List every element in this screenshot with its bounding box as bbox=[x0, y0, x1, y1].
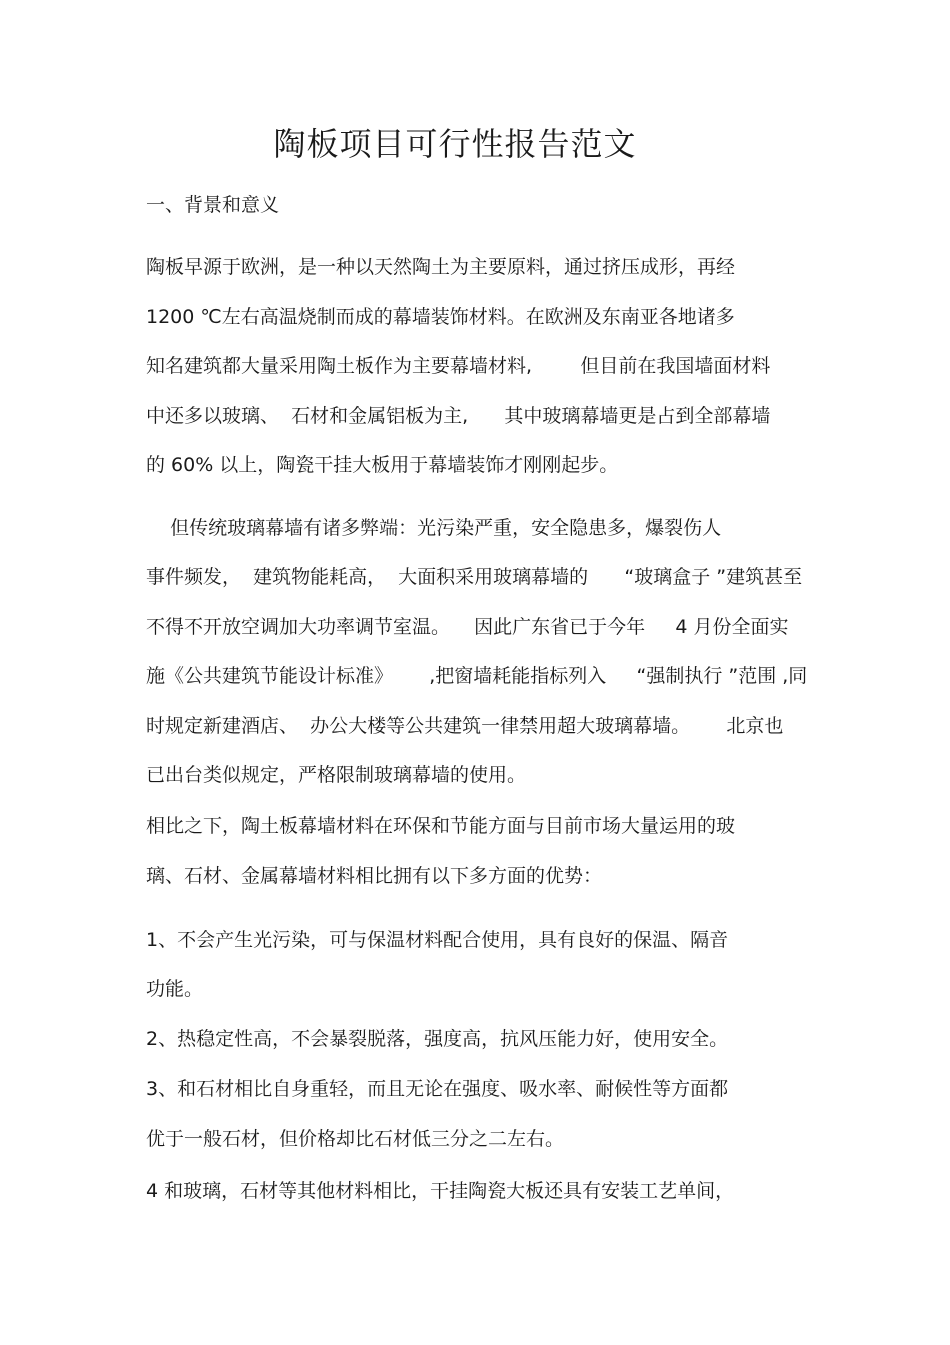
paragraph-line: 已出台类似规定，严格限制玻璃幕墙的使用。 bbox=[146, 764, 527, 786]
paragraph-line: 但传统玻璃幕墙有诸多弊端：光污染严重，安全隐患多，爆裂伤人 bbox=[146, 517, 722, 539]
paragraph-line: 的 60% 以上，陶瓷干挂大板用于幕墙装饰才刚刚起步。 bbox=[146, 454, 619, 476]
paragraph-line: 时规定新建酒店、 办公大楼等公共建筑一律禁用超大玻璃幕墙。 北京也 bbox=[146, 715, 784, 737]
section-heading: 一、背景和意义 bbox=[146, 194, 280, 216]
paragraph-line: 中还多以玻璃、 石材和金属铝板为主, 其中玻璃幕墙更是占到全部幕墙 bbox=[146, 405, 771, 427]
advantage-item: 2、热稳定性高，不会暴裂脱落，强度高，抗风压能力好，使用安全。 bbox=[146, 1028, 729, 1050]
paragraph-line: 不得不开放空调加大功率调节室温。 因此广东省已于今年 4 月份全面实 bbox=[146, 616, 789, 638]
advantage-item: 3、和石材相比自身重轻，而且无论在强度、吸水率、耐候性等方面都 bbox=[146, 1078, 729, 1100]
advantage-item: 优于一般石材，但价格却比石材低三分之二左右。 bbox=[146, 1128, 565, 1150]
paragraph-line: 陶板早源于欧洲，是一种以天然陶土为主要原料，通过挤压成形，再经 bbox=[146, 256, 736, 278]
paragraph-line: 施《公共建筑节能设计标准》 ,把窗墙耗能指标列入 “强制执行 ”范围 ,同 bbox=[146, 665, 808, 687]
paragraph-line: 事件频发， 建筑物能耗高， 大面积采用玻璃幕墙的 “玻璃盒子 ”建筑甚至 bbox=[146, 566, 803, 588]
document-title: 陶板项目可行性报告范文 bbox=[273, 125, 637, 163]
advantage-item: 4 和玻璃，石材等其他材料相比，干挂陶瓷大板还具有安装工艺单间， bbox=[146, 1180, 735, 1202]
paragraph-line: 璃、石材、金属幕墙材料相比拥有以下多方面的优势： bbox=[146, 865, 603, 887]
paragraph-line: 相比之下，陶土板幕墙材料在环保和节能方面与目前市场大量运用的玻 bbox=[146, 815, 736, 837]
advantage-item: 功能。 bbox=[146, 978, 204, 1000]
advantage-item: 1、不会产生光污染，可与保温材料配合使用，具有良好的保温、隔音 bbox=[146, 929, 729, 951]
paragraph-line: 1200 ℃左右高温烧制而成的幕墙装饰材料。在欧洲及东南亚各地诸多 bbox=[146, 306, 735, 328]
paragraph-line: 知名建筑都大量采用陶土板作为主要幕墙材料, 但目前在我国墙面材料 bbox=[146, 355, 771, 377]
